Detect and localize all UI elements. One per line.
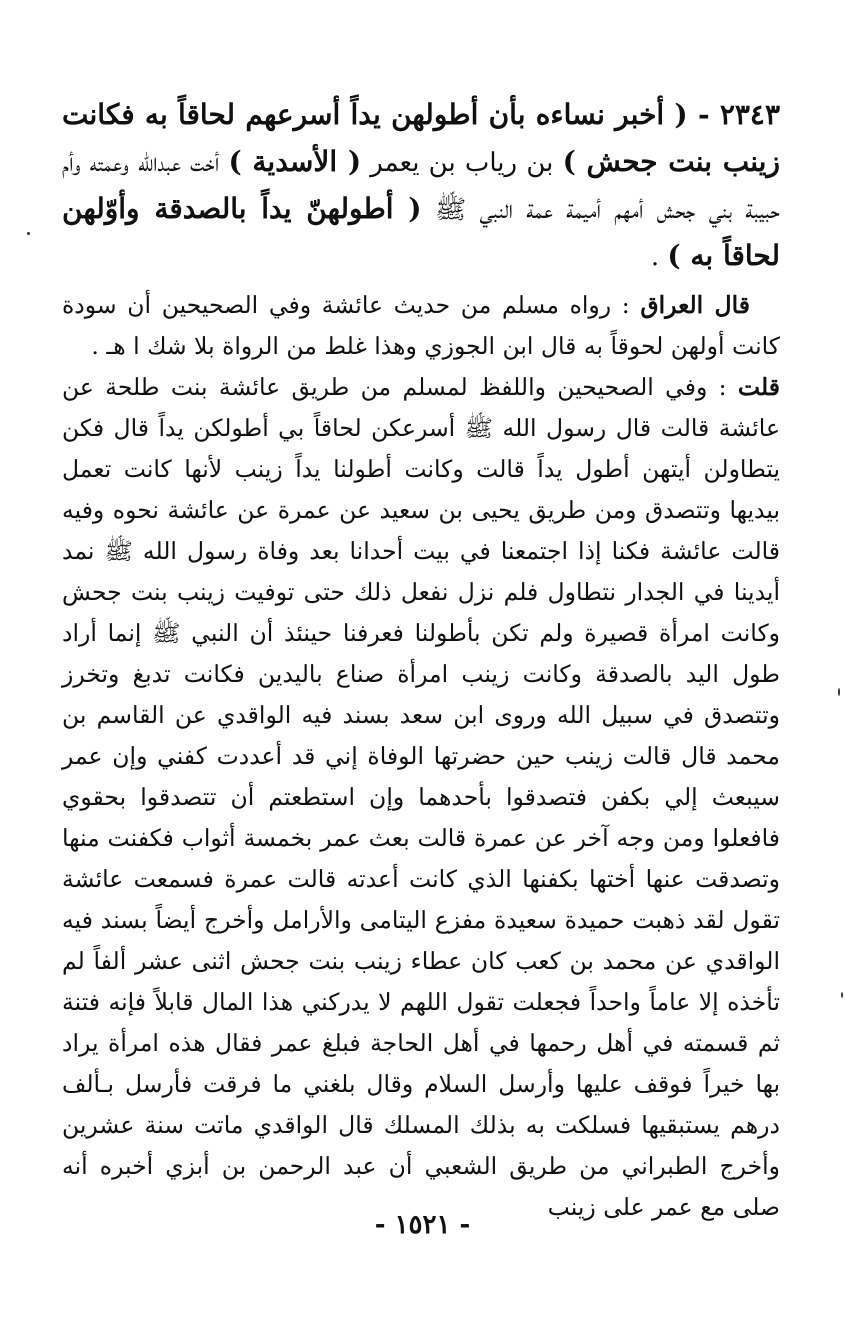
entry-dash: -	[687, 98, 720, 131]
scan-speck	[841, 992, 843, 998]
scan-speck	[838, 688, 840, 696]
iraqi-label: قال العراق	[640, 291, 750, 319]
entry-tribe: ( الأسدية )	[228, 145, 362, 178]
entry-relations: أخت عبدالله وعمته وأم حبيبة بني جحش أمهم أميمة عمة النبي ﷺ	[62, 148, 780, 225]
entry-title: ( أخبر نساءه بأن أطولهن يداً أسرعهم لحاقاً به فكانت زينب بنت جحش )	[62, 98, 780, 178]
comment-paragraph	[62, 367, 780, 1228]
commentary-body	[62, 285, 780, 1228]
iraqi-text: : رواه مسلم من حديث عائشة وفي الصحيحين أن سودة كانت أولهن لحوقاً به قال ابن الجوزي وهذا غلط من الرواة بلا شك ا هـ .	[62, 291, 780, 360]
scan-speck	[27, 232, 30, 235]
comment-text: : وفي الصحيحين واللفظ لمسلم من طريق عائشة بنت طلحة عن عائشة قالت قال رسول الله ﷺ أسرعكن لحاقاً بي أطولكن يداً قال فكن يتطاولن أيتهن أطول يداً قالت وكانت أطولنا يداً زينب لأنها كانت تعمل بيديها وتتصدق ومن طريق يحيى بن سعيد عن عمرة عن عائشة نحوه وفيه قالت عائشة فكنا إذا اجتمعنا في بيت أحدانا بعد وفاة رسول الله ﷺ نمد أيدينا في الجدار نتطاول فلم نزل نفعل ذلك حتى توفيت زينب بنت جحش وكانت امرأة قصيرة ولم تكن بأطولنا فعرفنا حينئذ أن النبي ﷺ إنما أراد طول اليد بالصدقة وكانت زينب امرأة صناع باليدين فكانت تدبغ وتخرز وتتصدق في سبيل الله وروى ابن سعد بسند فيه الواقدي عن القاسم بن محمد قال قالت زينب حين حضرتها الوفاة إني قد أعددت كفني وإن عمر سيبعث إلي بكفن فتصدقوا بأحدهما وإن استطعتم أن تتصدقوا بحقوي فافعلوا ومن وجه آخر عن عمرة قالت بعث عمر بخمسة أثواب فكفنت منها وتصدقت عنها أختها بكفنها الذي كانت أعدته قالت عمرة فسمعت عائشة تقول لقد ذهبت حميدة سعيدة مفزع اليتامى والأرامل وأخرج أيضاً بسند فيه الواقدي عن محمد بن كعب كان عطاء زينب بنت جحش اثنى عشر ألفاً لم تأخذه إلا عاماً واحداً فجعلت تقول اللهم لا يدركني هذا المال قابلاً فإنه فتنة ثم قسمته في أهل رحمها في أهل الحاجة فبلغ عمر فقال هذه امرأة يراد بها خيراً فوقف عليها وأرسل السلام وقال بلغني ما فرقت فأرسل بـألف درهم يستبقيها فسلكت به بذلك المسلك قال الواقدي ماتت سنة عشرين وأخرج الطبراني من طريق الشعبي أن عبد الرحمن بن أبزي أخبره أنه صلى مع عمر على زينب	[62, 373, 780, 1221]
entry-hadith-phrase: ( أطولهنّ يداً بالصدقة وأوّلهن لحاقاً به )	[62, 192, 780, 272]
entry-heading	[62, 92, 780, 280]
iraqi-paragraph	[62, 285, 780, 367]
page-number: - ١٥٢١ -	[374, 1210, 471, 1240]
entry-end: .	[650, 242, 668, 272]
comment-label: قلت	[737, 373, 780, 401]
entry-lineage: بن رياب بن يعمر	[361, 148, 563, 178]
entry-number: ٢٣٤٣	[719, 98, 780, 131]
